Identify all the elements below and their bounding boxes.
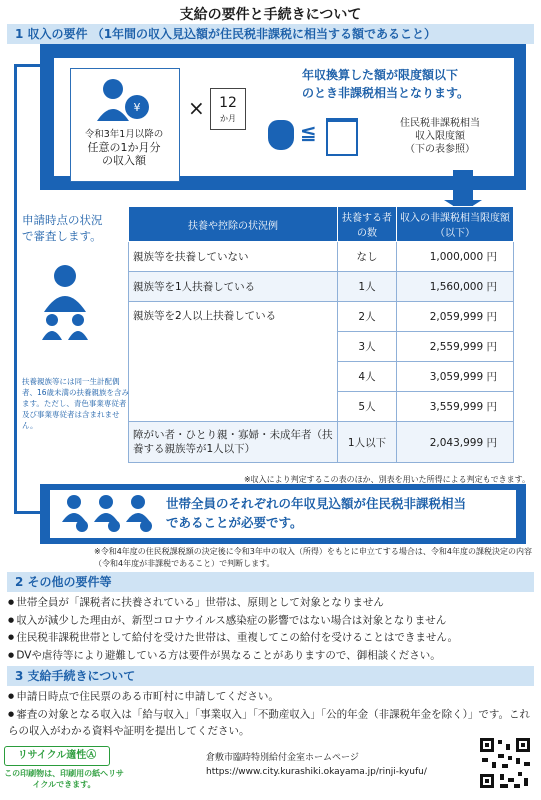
table-header-row: [129, 207, 514, 242]
list-item: ● 住民税非課税世帯として給付を受けた世帯は、重複してこの給付を受けることはできません。: [8, 629, 458, 647]
calendar-icon: [210, 88, 246, 130]
person-money-icon: [71, 69, 179, 129]
limit-line: 収入限度額: [415, 131, 465, 142]
limit-line: （下の表参照）: [405, 144, 475, 155]
table-cell: 4人: [338, 362, 397, 392]
review-timing-text: 申請時点の状況で審査します。: [22, 213, 103, 243]
months-unit: か月: [220, 114, 236, 123]
table-cell: 親族等を扶養していない: [129, 242, 338, 272]
table-cell: 1,560,000 円: [397, 272, 514, 302]
table-row: [129, 272, 514, 302]
recycle-note: この印刷物は、印刷用の紙へリサイクルできます。: [4, 769, 124, 789]
table-cell: 5人: [338, 392, 397, 422]
family-money-icon: [56, 492, 156, 534]
svg-text:¥: ¥: [133, 101, 141, 114]
procedure-list: [8, 688, 533, 740]
table-header: 扶養する者の数: [338, 207, 397, 242]
income-limit-table: [128, 206, 514, 463]
list-item: ● 収入が減少した理由が、新型コロナウイルス感染症の影響ではない場合は対象となりません: [8, 612, 458, 630]
condition-line: 年収換算した額が限度額以下: [302, 68, 459, 82]
table-cell: 2,043,999 円: [397, 422, 514, 463]
other-requirements-list: [8, 594, 458, 664]
tax-year-footnote: ※令和4年度の住民税課税額の決定後に令和3年中の収入（所得）をもとに申立てする場合は、令和4年度の課税決定の内容（令和4年度が非課税であること）で判断します。: [94, 547, 532, 568]
flow-line-bottom: [14, 511, 42, 514]
table-cell: 障がい者・ひとり親・寡婦・未成年者（扶養する親族等が1人以下）: [129, 422, 338, 463]
flow-line: [14, 64, 17, 514]
dependents-note: 扶養親族等には同一生計配偶者、16歳未満の扶養親族を含みます。ただし、青色事業専従者及び事業専従者は含まれません。: [22, 377, 130, 430]
multiply-sign: ×: [188, 96, 205, 120]
homepage-info: [206, 751, 427, 779]
household-line: 世帯全員のそれぞれの年収見込額が住民税非課税相当: [166, 496, 467, 511]
condition-text: [302, 66, 469, 102]
condition-line: のとき非課税相当となります。: [302, 86, 470, 100]
table-note: ※収入により判定するこの表のほか、別表を用いた所得による判定もできます。: [243, 475, 530, 484]
table-cell: なし: [338, 242, 397, 272]
table-cell: 2人: [338, 302, 397, 332]
table-cell: 3人: [338, 332, 397, 362]
qr-code-icon[interactable]: [478, 736, 532, 790]
table-cell: 2,559,999 円: [397, 332, 514, 362]
income-desc-line: 令和3年1月以降の: [84, 129, 164, 140]
table-cell: 1人: [338, 272, 397, 302]
flow-line-top: [14, 64, 42, 67]
table-cell: 1人以下: [338, 422, 397, 463]
list-item: ● DVや虐待等により避難している方は要件が異なることがありますので、御相談ください。: [8, 647, 458, 665]
section2-heading: 2 その他の要件等: [7, 572, 534, 592]
limit-icon: [326, 118, 358, 156]
table-header: 扶養や控除の状況例: [129, 207, 338, 242]
less-equal-sign: ≦: [300, 120, 317, 144]
list-item: ● 申請日時点で住民票のある市町村に申請してください。: [8, 688, 533, 706]
section3-heading: 3 支給手続きについて: [7, 666, 534, 686]
table-cell: 2,059,999 円: [397, 302, 514, 332]
table-row: [129, 242, 514, 272]
table-row: [129, 422, 514, 463]
recycle-badge: リサイクル適性Ⓐ: [4, 746, 110, 766]
income-desc-line: 任意の1か月分: [87, 141, 161, 154]
section1-heading: 1 収入の要件 （1年間の収入見込額が住民税非課税に相当する額であること）: [7, 24, 534, 44]
limit-line: 住民税非課税相当: [400, 118, 480, 129]
household-line: であることが必要です。: [166, 515, 303, 530]
table-header: 収入の非課税相当限度額（以下）: [397, 207, 514, 242]
money-bag-icon: [268, 120, 294, 150]
income-desc-line: の収入額: [102, 154, 146, 167]
page-title: 支給の要件と手続きについて: [179, 7, 362, 23]
table-cell: 1,000,000 円: [397, 242, 514, 272]
list-item: ● 世帯全員が「課税者に扶養されている」世帯は、原則として対象となりません: [8, 594, 458, 612]
months-number: 12: [219, 95, 237, 111]
table-cell: 親族等を1人扶養している: [129, 272, 338, 302]
table-cell: 3,559,999 円: [397, 392, 514, 422]
income-desc: [70, 128, 178, 167]
list-item: ● 審査の対象となる収入は「給与収入」「事業収入」「不動産収入」「公的年金（非課税年金を除く）」です。これらの収入がわかる資料や証明を提出してください。: [8, 706, 533, 741]
homepage-label: 倉敷市臨時特別給付金室ホームページ: [206, 753, 359, 763]
table-cell: 親族等を2人以上扶養している: [129, 302, 338, 422]
homepage-url[interactable]: https://www.city.kurashiki.okayama.jp/rinji-kyufu/: [206, 767, 427, 777]
household-requirement-text: [166, 494, 511, 532]
limit-text: [370, 117, 510, 156]
table-cell: 3,059,999 円: [397, 362, 514, 392]
table-row: [129, 302, 514, 332]
person-icon: [40, 262, 90, 342]
